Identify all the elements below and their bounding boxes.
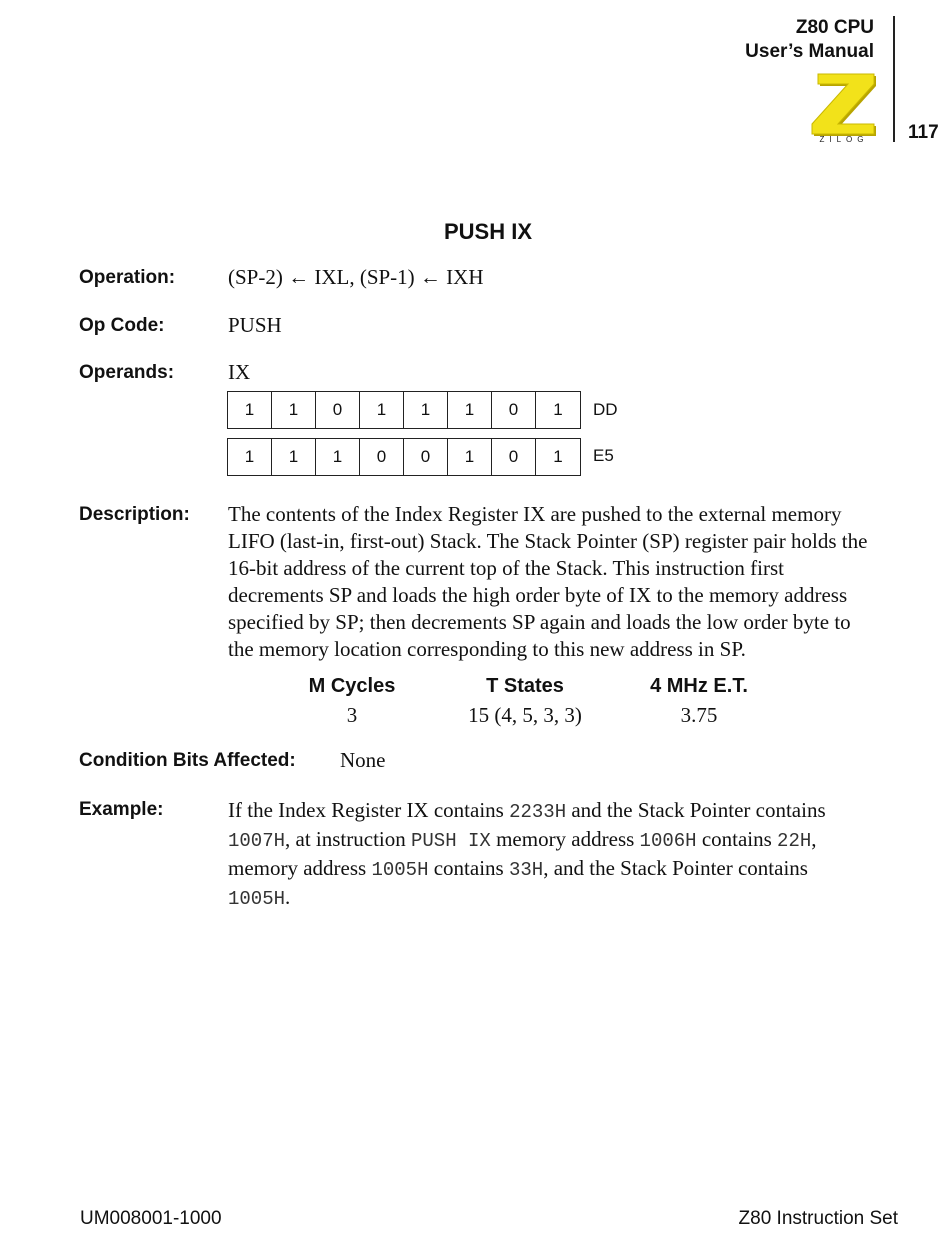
- bit-cell: 1: [553, 400, 563, 419]
- bit-cell: 1: [272, 439, 316, 475]
- bit-cell: 0: [492, 392, 536, 428]
- t-states-value: 15 (4, 5, 3, 3): [468, 703, 582, 727]
- opcode-byte-2-hex: E5: [593, 446, 614, 465]
- bit-cell: 1: [228, 439, 272, 475]
- bit-cell: 1: [448, 392, 492, 428]
- example-text-span: memory address: [228, 856, 372, 880]
- bit-cell: 1: [316, 439, 360, 475]
- code-value: 1007H: [228, 830, 286, 852]
- example-line: [228, 826, 918, 855]
- description-line: decrements SP and loads the high order byte of IX to the memory address: [228, 583, 848, 607]
- code-value: 2233H: [509, 801, 567, 823]
- bit-cell: 0: [404, 439, 448, 475]
- m-cycles-header: M Cycles: [308, 675, 396, 697]
- code-value: 1006H: [639, 830, 697, 852]
- example-text-span: , at instruction: [285, 827, 411, 851]
- example-text-span: contains: [696, 827, 778, 851]
- description-line: specified by SP; then decrements SP again and loads the low order byte to: [228, 610, 851, 634]
- bit-cell: 0: [360, 439, 404, 475]
- bit-cell: 1: [448, 439, 492, 475]
- bit-cell: 1: [228, 392, 272, 428]
- code-value: PUSH IX: [411, 830, 491, 852]
- description-line: LIFO (last-in, first-out) Stack. The Stack Pointer (SP) register pair holds the: [228, 529, 868, 553]
- bit-cell: 0: [316, 392, 360, 428]
- bit-cell: 0: [492, 439, 536, 475]
- description-line: The contents of the Index Register IX are pushed to the external memory: [228, 502, 842, 526]
- code-value: 1005H: [228, 888, 286, 910]
- example-line: [228, 797, 918, 826]
- bit-cell: 1: [404, 392, 448, 428]
- operation-value: (SP-2) ← IXL, (SP-1) ← IXH: [228, 265, 484, 289]
- zilog-logo-icon: [808, 70, 880, 144]
- example-text-span: contains: [428, 856, 509, 880]
- t-states-header: T States: [486, 675, 564, 697]
- opcode-byte-2-table: [227, 438, 581, 476]
- example-text-span: memory address: [490, 827, 640, 851]
- description-line: the memory location corresponding to this new address in SP.: [228, 637, 746, 661]
- footer-section-name: Z80 Instruction Set: [738, 1208, 898, 1229]
- example-text-span: and the Stack Pointer contains: [566, 798, 826, 822]
- bit-cell: 1: [272, 392, 316, 428]
- et-header: 4 MHz E.T.: [650, 675, 748, 697]
- code-value: 33H: [508, 859, 544, 881]
- opcode-label: Op Code:: [79, 315, 165, 336]
- manual-title-line2: User’s Manual: [745, 41, 874, 62]
- et-value: 3.75: [680, 703, 718, 727]
- example-line: [228, 884, 918, 913]
- instruction-title: PUSH IX: [443, 219, 533, 244]
- zilog-logo-text: ZILOG: [819, 135, 869, 144]
- opcode-byte-1-hex: DD: [593, 400, 618, 419]
- example-text-span: .: [285, 885, 291, 909]
- operation-label: Operation:: [79, 267, 176, 288]
- operands-value: IX: [228, 360, 251, 384]
- operands-label: Operands:: [79, 362, 175, 383]
- condition-value: None: [340, 748, 386, 772]
- code-value: 22H: [777, 830, 812, 852]
- description-label: Description:: [79, 504, 190, 525]
- example-text-span: , and the Stack Pointer contains: [543, 856, 808, 880]
- opcode-byte-1-table: [227, 391, 581, 429]
- header-divider: [893, 16, 895, 142]
- example-label: Example:: [79, 799, 164, 820]
- page-number: 117: [908, 122, 939, 143]
- description-text: [228, 501, 908, 663]
- description-line: 16-bit address of the current top of the Stack. This instruction first: [228, 556, 784, 580]
- example-text-span: ,: [811, 827, 817, 851]
- bit-cell: 1: [360, 392, 404, 428]
- footer-doc-id: UM008001-1000: [80, 1208, 222, 1229]
- code-value: 1005H: [371, 859, 429, 881]
- opcode-value: PUSH: [228, 313, 282, 337]
- example-line: [228, 855, 918, 884]
- m-cycles-value: 3: [346, 703, 358, 727]
- bit-cell: 1: [553, 447, 563, 466]
- example-text-span: If the Index Register IX contains: [228, 798, 510, 822]
- example-text: [228, 797, 918, 913]
- condition-label: Condition Bits Affected:: [79, 750, 296, 771]
- manual-title-line1: Z80 CPU: [795, 17, 874, 38]
